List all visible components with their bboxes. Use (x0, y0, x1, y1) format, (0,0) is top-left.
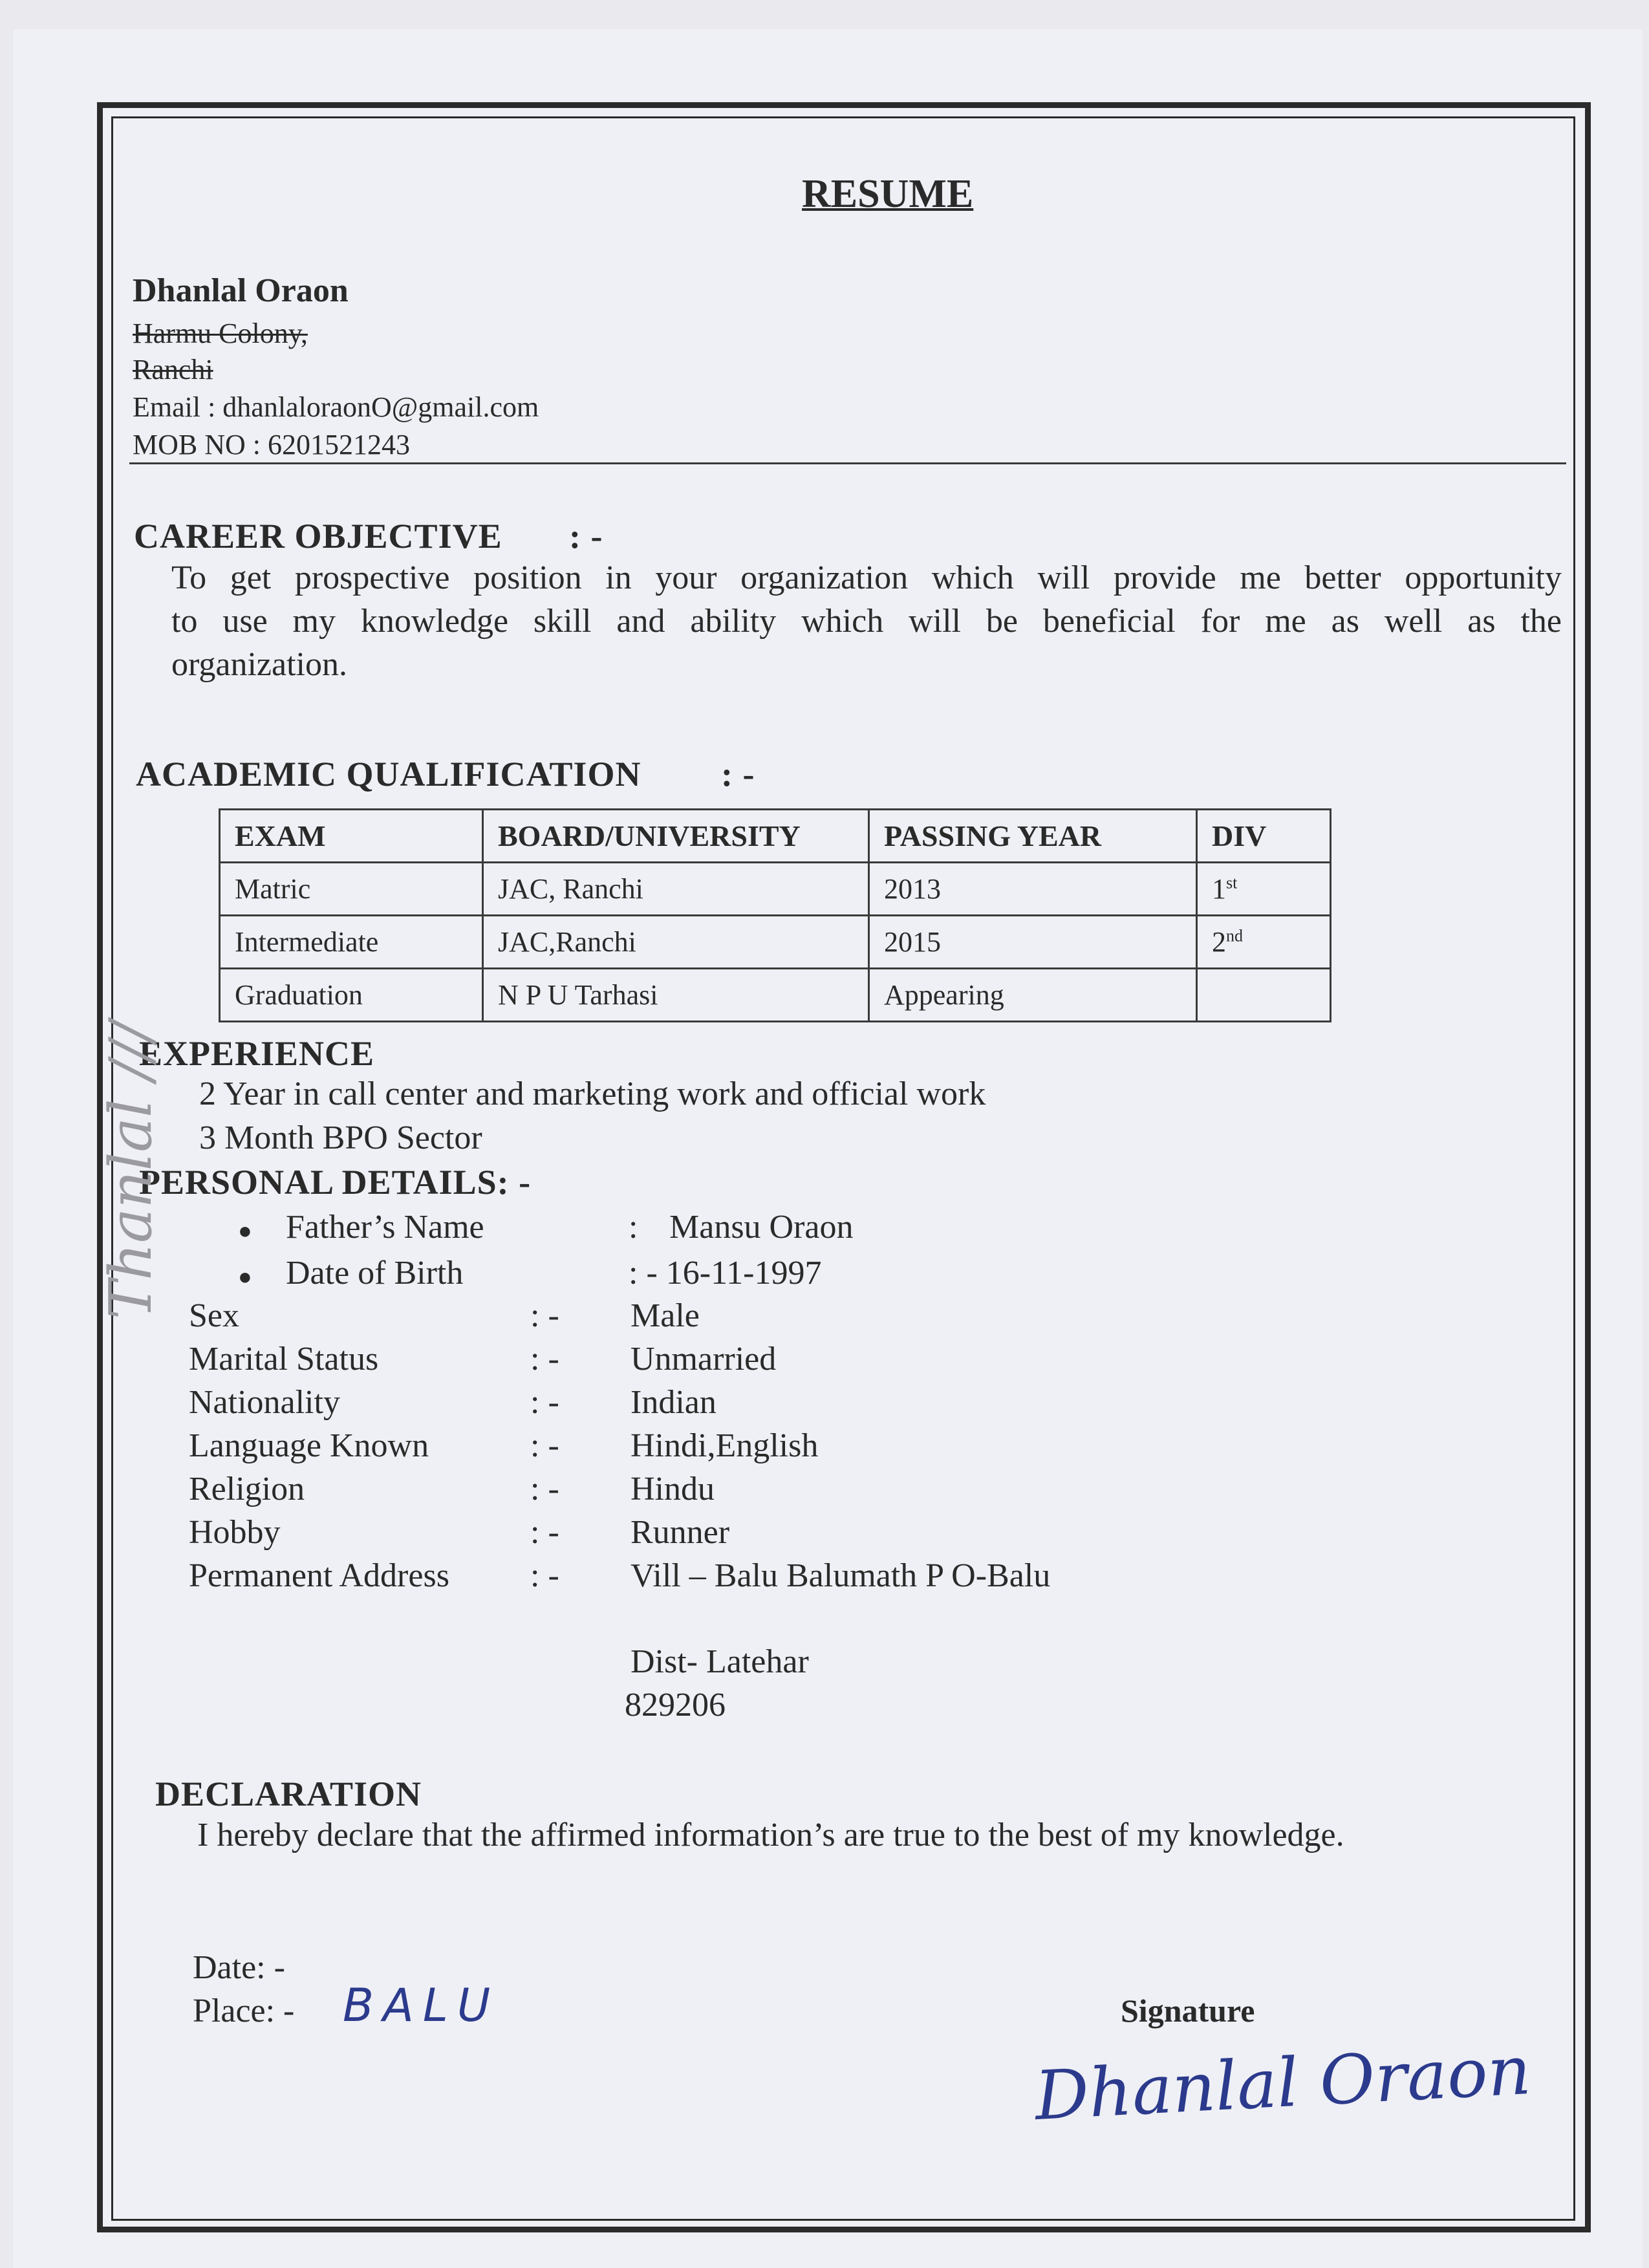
address-pincode: 829206 (625, 1687, 726, 1723)
signature-handwritten: Dhanlal Oraon (1033, 2030, 1533, 2136)
religion-label: Religion (189, 1471, 305, 1507)
column-header: BOARD/UNIVERSITY (483, 810, 869, 863)
dob-label: Date of Birth (286, 1255, 464, 1291)
dob-value: : - 16-11-1997 (629, 1255, 822, 1291)
signature-label: Signature (1121, 1993, 1255, 2029)
year-cell: 2015 (869, 916, 1197, 969)
year-cell: 2013 (869, 863, 1197, 916)
header-divider (129, 462, 1566, 464)
column-header: EXAM (220, 810, 483, 863)
marital-status-value: Unmarried (630, 1341, 777, 1377)
declaration-text: I hereby declare that the affirmed information’s are true to the best of my knowledge. (197, 1817, 1344, 1853)
objective-line: organization. (171, 646, 347, 683)
hobby-separator: : - (530, 1514, 559, 1551)
marital-status-separator: : - (530, 1341, 559, 1377)
experience-item: 2 Year in call center and marketing work and official work (199, 1075, 986, 1112)
bullet-dot: ● (238, 1218, 252, 1244)
sex-value: Male (630, 1297, 700, 1334)
exam-cell: Matric (220, 863, 483, 916)
exam-cell: Intermediate (220, 916, 483, 969)
permanent-address-separator: : - (530, 1557, 559, 1594)
div-cell (1197, 863, 1331, 916)
fathers-name-label: Father’s Name (286, 1209, 484, 1246)
table-row (220, 916, 1331, 969)
academic-separator: : - (721, 755, 755, 794)
experience-heading: EXPERIENCE (139, 1034, 375, 1073)
board-cell: JAC,Ranchi (483, 916, 869, 969)
div-cell (1197, 916, 1331, 969)
column-header: DIV (1197, 810, 1331, 863)
email-line: Email : dhanlaloraonO@gmail.com (133, 391, 539, 423)
document-title: RESUME (802, 172, 974, 216)
career-objective-text (171, 556, 1562, 686)
div-value: 2 (1212, 926, 1226, 958)
marital-status-label: Marital Status (189, 1341, 379, 1377)
div-suffix: nd (1226, 926, 1243, 945)
religion-value: Hindu (630, 1471, 715, 1507)
mobile-line: MOB NO : 6201521243 (133, 429, 411, 460)
academic-heading: ACADEMIC QUALIFICATION (136, 755, 641, 794)
fathers-name-value: Mansu Oraon (669, 1209, 854, 1246)
board-cell: N P U Tarhasi (483, 969, 869, 1022)
board-cell: JAC, Ranchi (483, 863, 869, 916)
nationality-separator: : - (530, 1384, 559, 1421)
academic-table (219, 808, 1331, 1022)
address-district: Dist- Latehar (630, 1643, 809, 1680)
applicant-name: Dhanlal Oraon (133, 272, 349, 309)
nationality-value: Indian (630, 1384, 717, 1421)
bullet-dot: ● (238, 1264, 252, 1290)
year-cell: Appearing (869, 969, 1197, 1022)
permanent-address-value: Vill – Balu Balumath P O-Balu (630, 1557, 1051, 1594)
religion-separator: : - (530, 1471, 559, 1507)
place-label: Place: - (193, 1993, 295, 2029)
table-row (220, 863, 1331, 916)
div-suffix: st (1226, 873, 1238, 892)
experience-item: 3 Month BPO Sector (199, 1119, 482, 1156)
margin-handwriting: Thanlal /// (97, 1021, 165, 1319)
personal-details-heading: PERSONAL DETAILS: - (139, 1163, 532, 1202)
language-label: Language Known (189, 1427, 429, 1464)
place-handwritten: BALU (343, 1979, 500, 2032)
nationality-label: Nationality (189, 1384, 340, 1421)
objective-line: to use my knowledge skill and ability which will be beneficial for me as well as the (171, 603, 1562, 640)
language-separator: : - (530, 1427, 559, 1464)
address-line-struck: Harmu Colony, (133, 318, 308, 349)
city-line-struck: Ranchi (133, 354, 213, 385)
language-value: Hindi,English (630, 1427, 819, 1464)
exam-cell: Graduation (220, 969, 483, 1022)
column-header: PASSING YEAR (869, 810, 1197, 863)
career-objective-heading: CAREER OBJECTIVE (134, 517, 502, 556)
sex-label: Sex (189, 1297, 239, 1334)
sex-separator: : - (530, 1297, 559, 1334)
div-value: 1 (1212, 873, 1226, 905)
objective-line: To get prospective position in your organization which will provide me better opportunity (171, 559, 1562, 596)
career-objective-separator: : - (569, 517, 603, 556)
fathers-name-separator: : (629, 1209, 638, 1246)
hobby-label: Hobby (189, 1514, 281, 1551)
table-row (220, 969, 1331, 1022)
declaration-heading: DECLARATION (155, 1775, 422, 1813)
div-cell (1197, 969, 1331, 1022)
table-header-row (220, 810, 1331, 863)
permanent-address-label: Permanent Address (189, 1557, 449, 1594)
date-label: Date: - (193, 1949, 285, 1986)
hobby-value: Runner (630, 1514, 730, 1551)
